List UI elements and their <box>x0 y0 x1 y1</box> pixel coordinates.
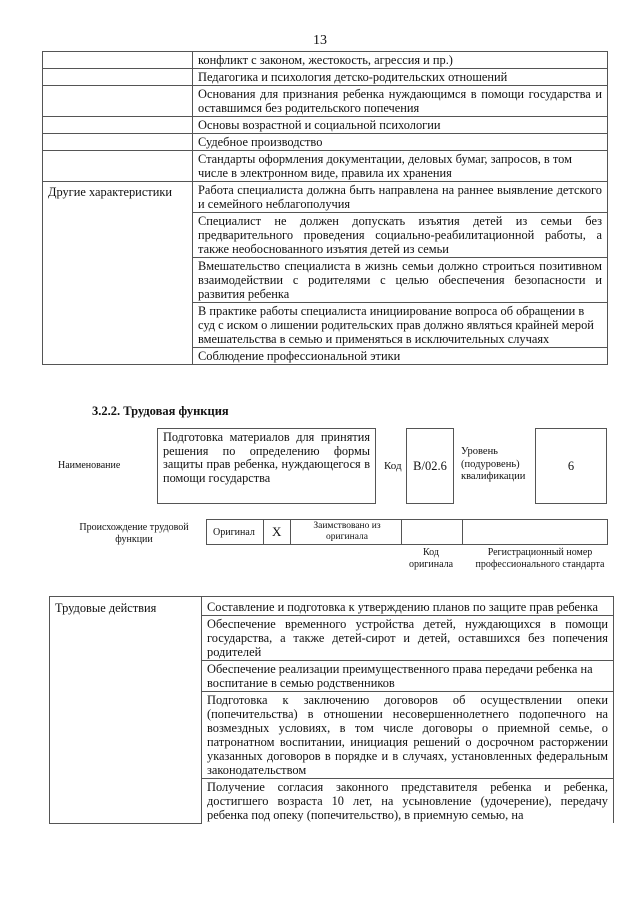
registration-number-caption: Регистрационный номер профессионального стандарта <box>475 547 605 570</box>
table-cell-left <box>43 69 193 86</box>
table-cell-left <box>43 117 193 134</box>
code-label: Код <box>384 460 402 472</box>
qualification-level-value: 6 <box>567 458 575 473</box>
origin-mark-cell <box>263 519 291 545</box>
origin-reg-cell <box>462 519 608 545</box>
table-cell-left <box>43 52 193 69</box>
table-row <box>43 52 608 69</box>
level-label: Уровень (подуровень) квалификации <box>461 446 526 482</box>
table-row <box>43 134 608 151</box>
table-row <box>43 151 608 182</box>
origin-label: Происхождение трудовой функции <box>79 522 189 545</box>
table-cell-left: Другие характеристики <box>43 182 193 365</box>
table-row <box>50 597 614 616</box>
origin-row <box>206 519 608 545</box>
table-cell-right: Педагогика и психология детско-родительских отношений <box>193 69 608 86</box>
origin-code-cell <box>401 519 463 545</box>
table-cell-right: Судебное производство <box>193 134 608 151</box>
table-cell-right: Соблюдение профессиональной этики <box>193 348 608 365</box>
original-mark: X <box>272 524 282 539</box>
section-heading: 3.2.2. Трудовая функция <box>92 404 229 418</box>
table-cell-right: Получение согласия законного представителя ребенка и ребенка, достигшего возраста 10 лет, на усыновление (удочерение), передачу ребенка под опеку (попечительство), в приемную семью, на <box>202 779 614 824</box>
table-cell-right: Обеспечение временного устройства детей, нуждающихся в помощи государства, а также детей-сирот и детей, оставшихся без попечения родителей <box>202 616 614 661</box>
table-cell-right: Обеспечение реализации преимущественного права передачи ребенка на воспитание в семью родственников <box>202 661 614 692</box>
function-code-value: B/02.6 <box>413 458 447 473</box>
table-cell-right: В практике работы специалиста инициирование вопроса об обращении в суд с иском о лишении родительских прав должно являться крайней мерой вмешательства в семью и применяться в исключительных случаях <box>193 303 608 348</box>
table-cell-right: Работа специалиста должна быть направлена на раннее выявление детского и семейного неблагополучия <box>193 182 608 213</box>
code-original-caption: Код оригинала <box>408 547 454 570</box>
labor-actions-table <box>49 596 614 824</box>
table-cell-left <box>43 86 193 117</box>
table-cell-right: Подготовка к заключению договоров об осуществлении опеки (попечительства) в отношении несовершеннолетнего подопечного на возмездных условиях, в том числе договоры о приемной семье, о патронатном воспитании, инициация решений о досрочном расторжении указанных договоров в порядке и в случаях, установленных федеральным законодательством <box>202 692 614 779</box>
borrowed-label: Заимствовано из оригинала <box>313 521 381 542</box>
table-cell-right: Основы возрастной и социальной психологии <box>193 117 608 134</box>
function-code-box <box>406 428 454 504</box>
table-cell-right: конфликт с законом, жестокость, агрессия и пр.) <box>193 52 608 69</box>
qualification-requirements-table <box>42 51 608 365</box>
table-cell-right: Стандарты оформления документации, деловых бумаг, запросов, в том числе в электронном виде, правила их хранения <box>193 151 608 182</box>
table-cell-left <box>43 134 193 151</box>
table-cell-left <box>43 151 193 182</box>
table-cell-right: Вмешательство специалиста в жизнь семьи должно строиться позитивном взаимодействии с родителями с целью обеспечения безопасности и развития ребенка <box>193 258 608 303</box>
qualification-level-box <box>535 428 607 504</box>
origin-borrowed-cell <box>290 519 402 545</box>
page-number: 13 <box>313 33 327 48</box>
name-label: Наименование <box>58 460 121 471</box>
function-name-box: Подготовка материалов для принятия решения по определению формы защиты прав ребенка, нуждающегося в помощи государства <box>157 428 376 504</box>
table-row <box>43 182 608 213</box>
table-row <box>43 117 608 134</box>
table-row <box>43 86 608 117</box>
table-cell-right: Основания для признания ребенка нуждающимся в помощи государства и оставшимся без родительского попечения <box>193 86 608 117</box>
original-label: Оригинал <box>213 527 255 538</box>
table-cell-left: Трудовые действия <box>50 597 202 824</box>
table-row <box>43 69 608 86</box>
table-cell-right: Составление и подготовка к утверждению планов по защите прав ребенка <box>202 597 614 616</box>
origin-original-cell <box>206 519 264 545</box>
table-cell-right: Специалист не должен допускать изъятия детей из семьи без предварительного проведения социально-реабилитационной работы, а также необоснованного изъятия детей из семьи <box>193 213 608 258</box>
